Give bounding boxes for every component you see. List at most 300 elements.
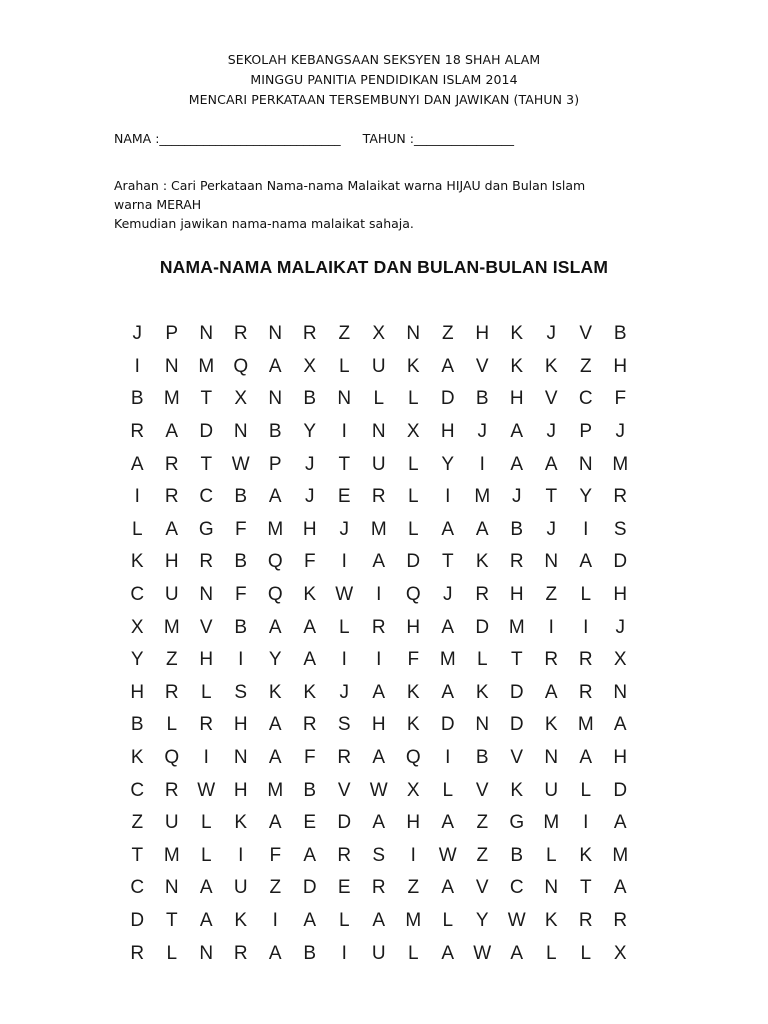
grid-letter[interactable]: N [164,877,179,899]
grid-letter[interactable]: V [475,779,489,801]
grid-letter[interactable]: F [234,518,247,540]
grid-letter[interactable]: M [474,486,491,508]
grid-letter[interactable]: L [166,714,178,736]
grid-letter[interactable]: R [164,453,179,475]
grid-letter[interactable]: P [165,323,179,345]
grid-letter[interactable]: D [475,616,490,638]
grid-letter[interactable]: R [544,649,559,671]
grid-letter[interactable]: Y [579,486,593,508]
grid-letter[interactable]: M [163,616,180,638]
grid-letter[interactable]: A [199,909,213,931]
grid-letter[interactable]: J [615,616,625,638]
grid-letter[interactable]: T [200,388,213,410]
grid-letter[interactable]: R [164,779,179,801]
grid-letter[interactable]: H [509,388,524,410]
grid-letter[interactable]: R [578,649,593,671]
grid-letter[interactable]: L [545,942,557,964]
grid-letter[interactable]: X [613,649,627,671]
grid-letter[interactable]: A [372,812,386,834]
grid-letter[interactable]: A [441,877,455,899]
grid-letter[interactable]: B [234,486,248,508]
grid-letter[interactable]: R [578,681,593,703]
grid-letter[interactable]: N [268,323,283,345]
grid-letter[interactable]: L [200,812,212,834]
grid-letter[interactable]: L [407,388,419,410]
grid-letter[interactable]: D [130,909,145,931]
grid-letter[interactable]: J [443,584,453,606]
grid-letter[interactable]: E [303,812,317,834]
grid-letter[interactable]: K [544,355,558,377]
grid-letter[interactable]: A [268,616,282,638]
grid-letter[interactable]: N [337,388,352,410]
grid-letter[interactable]: B [303,779,317,801]
grid-letter[interactable]: A [544,453,558,475]
grid-letter[interactable]: L [338,909,350,931]
grid-letter[interactable]: R [371,877,386,899]
grid-letter[interactable]: K [303,681,317,703]
grid-letter[interactable]: L [200,844,212,866]
grid-letter[interactable]: H [199,649,214,671]
grid-letter[interactable]: V [579,323,593,345]
grid-letter[interactable]: A [613,714,627,736]
grid-letter[interactable]: C [509,877,524,899]
grid-letter[interactable]: L [580,584,592,606]
grid-letter[interactable]: D [440,388,455,410]
grid-letter[interactable]: S [613,518,627,540]
grid-letter[interactable]: M [577,714,594,736]
grid-letter[interactable]: L [200,681,212,703]
grid-letter[interactable]: T [545,486,558,508]
grid-letter[interactable]: Z [269,877,282,899]
grid-letter[interactable]: B [510,518,524,540]
grid-letter[interactable]: A [268,355,282,377]
grid-letter[interactable]: C [199,486,214,508]
grid-letter[interactable]: H [613,355,628,377]
grid-letter[interactable]: D [440,714,455,736]
grid-letter[interactable]: B [510,844,524,866]
grid-letter[interactable]: R [613,486,628,508]
grid-letter[interactable]: I [341,649,347,671]
grid-letter[interactable]: X [406,421,420,443]
grid-letter[interactable]: J [615,421,625,443]
grid-letter[interactable]: A [372,747,386,769]
grid-letter[interactable]: R [475,584,490,606]
grid-letter[interactable]: B [475,388,489,410]
grid-letter[interactable]: I [583,616,589,638]
grid-letter[interactable]: T [579,877,592,899]
grid-letter[interactable]: I [479,453,485,475]
grid-letter[interactable]: H [406,812,421,834]
grid-letter[interactable]: M [439,649,456,671]
grid-letter[interactable]: U [371,942,386,964]
grid-letter[interactable]: W [438,844,457,866]
grid-letter[interactable]: L [407,486,419,508]
grid-letter[interactable]: L [338,355,350,377]
grid-letter[interactable]: F [614,388,627,410]
grid-letter[interactable]: L [580,942,592,964]
grid-letter[interactable]: V [475,877,489,899]
grid-letter[interactable]: K [303,584,317,606]
grid-letter[interactable]: G [509,812,525,834]
grid-letter[interactable]: N [406,323,421,345]
grid-letter[interactable]: R [371,486,386,508]
grid-letter[interactable]: I [341,551,347,573]
grid-letter[interactable]: B [268,421,282,443]
grid-letter[interactable]: A [165,518,179,540]
grid-letter[interactable]: A [165,421,179,443]
grid-letter[interactable]: T [338,453,351,475]
grid-letter[interactable]: X [613,942,627,964]
grid-letter[interactable]: F [407,649,420,671]
grid-letter[interactable]: I [376,649,382,671]
grid-letter[interactable]: B [130,388,144,410]
grid-letter[interactable]: Z [476,812,489,834]
grid-letter[interactable]: A [372,909,386,931]
grid-letter[interactable]: Z [545,584,558,606]
grid-letter[interactable]: Q [267,551,283,573]
grid-letter[interactable]: C [130,877,145,899]
grid-letter[interactable]: U [544,779,559,801]
grid-letter[interactable]: Z [579,355,592,377]
grid-letter[interactable]: H [406,616,421,638]
grid-letter[interactable]: H [509,584,524,606]
grid-letter[interactable]: I [376,584,382,606]
grid-letter[interactable]: M [612,453,629,475]
name-field[interactable]: NAMA :_____________________________ [114,131,341,146]
grid-letter[interactable]: B [613,323,627,345]
grid-letter[interactable]: T [510,649,523,671]
grid-letter[interactable]: Y [268,649,282,671]
grid-letter[interactable]: A [441,355,455,377]
grid-letter[interactable]: K [579,844,593,866]
grid-letter[interactable]: M [370,518,387,540]
grid-letter[interactable]: W [335,584,354,606]
grid-letter[interactable]: R [509,551,524,573]
grid-letter[interactable]: A [510,453,524,475]
grid-letter[interactable]: U [233,877,248,899]
grid-letter[interactable]: D [509,714,524,736]
grid-letter[interactable]: D [613,551,628,573]
grid-letter[interactable]: R [371,616,386,638]
grid-letter[interactable]: C [578,388,593,410]
grid-letter[interactable]: K [268,681,282,703]
grid-letter[interactable]: D [302,877,317,899]
grid-letter[interactable]: K [406,681,420,703]
grid-letter[interactable]: I [341,421,347,443]
grid-letter[interactable]: Z [476,844,489,866]
grid-letter[interactable]: A [441,518,455,540]
year-field[interactable]: TAHUN :________________ [362,131,514,146]
grid-letter[interactable]: H [233,779,248,801]
grid-letter[interactable]: W [197,779,216,801]
grid-letter[interactable]: X [372,323,386,345]
grid-letter[interactable]: L [442,909,454,931]
grid-letter[interactable]: Q [233,355,249,377]
grid-letter[interactable]: Q [405,747,421,769]
grid-letter[interactable]: F [234,584,247,606]
grid-letter[interactable]: Z [407,877,420,899]
grid-letter[interactable]: R [613,909,628,931]
grid-letter[interactable]: V [475,355,489,377]
grid-letter[interactable]: K [234,812,248,834]
grid-letter[interactable]: X [234,388,248,410]
grid-letter[interactable]: A [268,747,282,769]
grid-letter[interactable]: L [131,518,143,540]
grid-letter[interactable]: T [131,844,144,866]
grid-letter[interactable]: Z [338,323,351,345]
grid-letter[interactable]: Q [267,584,283,606]
grid-letter[interactable]: R [130,942,145,964]
grid-letter[interactable]: I [583,812,589,834]
grid-letter[interactable]: N [544,877,559,899]
grid-letter[interactable]: N [371,421,386,443]
grid-letter[interactable]: C [130,584,145,606]
grid-letter[interactable]: V [337,779,351,801]
grid-letter[interactable]: V [510,747,524,769]
grid-letter[interactable]: H [302,518,317,540]
grid-letter[interactable]: K [510,355,524,377]
grid-letter[interactable]: J [546,421,556,443]
grid-letter[interactable]: H [475,323,490,345]
grid-letter[interactable]: M [267,518,284,540]
grid-letter[interactable]: I [238,844,244,866]
grid-letter[interactable]: T [200,453,213,475]
grid-letter[interactable]: A [441,681,455,703]
grid-letter[interactable]: A [613,812,627,834]
grid-letter[interactable]: A [268,942,282,964]
grid-letter[interactable]: N [199,942,214,964]
grid-letter[interactable]: F [303,551,316,573]
grid-letter[interactable]: D [337,812,352,834]
grid-letter[interactable]: A [475,518,489,540]
grid-letter[interactable]: W [231,453,250,475]
grid-letter[interactable]: K [406,714,420,736]
grid-letter[interactable]: B [234,616,248,638]
grid-letter[interactable]: R [578,909,593,931]
grid-letter[interactable]: B [303,388,317,410]
grid-letter[interactable]: F [303,747,316,769]
grid-letter[interactable]: K [406,355,420,377]
grid-letter[interactable]: E [337,486,351,508]
grid-letter[interactable]: A [268,812,282,834]
grid-letter[interactable]: H [613,584,628,606]
grid-letter[interactable]: Z [441,323,454,345]
grid-letter[interactable]: R [302,323,317,345]
grid-letter[interactable]: K [234,909,248,931]
grid-letter[interactable]: K [510,779,524,801]
grid-letter[interactable]: A [441,812,455,834]
grid-letter[interactable]: R [302,714,317,736]
grid-letter[interactable]: N [233,747,248,769]
grid-letter[interactable]: K [475,681,489,703]
grid-letter[interactable]: A [303,909,317,931]
grid-letter[interactable]: Y [441,453,455,475]
grid-letter[interactable]: K [544,909,558,931]
grid-letter[interactable]: Q [405,584,421,606]
grid-letter[interactable]: A [268,714,282,736]
grid-letter[interactable]: I [203,747,209,769]
grid-letter[interactable]: Y [303,421,317,443]
grid-letter[interactable]: P [268,453,282,475]
grid-letter[interactable]: N [268,388,283,410]
grid-letter[interactable]: A [303,649,317,671]
grid-letter[interactable]: N [475,714,490,736]
grid-letter[interactable]: A [579,551,593,573]
grid-letter[interactable]: S [372,844,386,866]
grid-letter[interactable]: J [512,486,522,508]
grid-letter[interactable]: Y [475,909,489,931]
grid-letter[interactable]: J [546,323,556,345]
grid-letter[interactable]: H [233,714,248,736]
grid-letter[interactable]: M [543,812,560,834]
grid-letter[interactable]: X [303,355,317,377]
grid-letter[interactable]: Z [165,649,178,671]
grid-letter[interactable]: R [199,551,214,573]
grid-letter[interactable]: N [233,421,248,443]
grid-letter[interactable]: I [134,486,140,508]
grid-letter[interactable]: H [371,714,386,736]
grid-letter[interactable]: A [268,486,282,508]
grid-letter[interactable]: U [164,812,179,834]
grid-letter[interactable]: I [445,747,451,769]
grid-letter[interactable]: N [544,747,559,769]
grid-letter[interactable]: L [442,779,454,801]
grid-letter[interactable]: J [339,518,349,540]
grid-letter[interactable]: K [475,551,489,573]
grid-letter[interactable]: M [163,844,180,866]
grid-letter[interactable]: L [407,518,419,540]
grid-letter[interactable]: Z [131,812,144,834]
grid-letter[interactable]: A [441,616,455,638]
grid-letter[interactable]: A [510,421,524,443]
grid-letter[interactable]: N [164,355,179,377]
grid-letter[interactable]: H [164,551,179,573]
grid-letter[interactable]: A [372,551,386,573]
grid-letter[interactable]: J [477,421,487,443]
grid-letter[interactable]: R [199,714,214,736]
grid-letter[interactable]: G [198,518,214,540]
grid-letter[interactable]: N [199,323,214,345]
grid-letter[interactable]: R [233,942,248,964]
grid-letter[interactable]: X [130,616,144,638]
grid-letter[interactable]: K [510,323,524,345]
grid-letter[interactable]: L [407,453,419,475]
grid-letter[interactable]: I [272,909,278,931]
grid-letter[interactable]: Q [164,747,180,769]
grid-letter[interactable]: A [130,453,144,475]
grid-letter[interactable]: J [305,453,315,475]
grid-letter[interactable]: D [406,551,421,573]
grid-letter[interactable]: A [579,747,593,769]
grid-letter[interactable]: W [369,779,388,801]
grid-letter[interactable]: T [441,551,454,573]
grid-letter[interactable]: R [130,421,145,443]
grid-letter[interactable]: M [405,909,422,931]
grid-letter[interactable]: R [164,486,179,508]
grid-letter[interactable]: L [166,942,178,964]
grid-letter[interactable]: L [373,388,385,410]
grid-letter[interactable]: U [371,355,386,377]
grid-letter[interactable]: N [544,551,559,573]
grid-letter[interactable]: B [303,942,317,964]
grid-letter[interactable]: H [440,421,455,443]
grid-letter[interactable]: M [267,779,284,801]
grid-letter[interactable]: H [613,747,628,769]
grid-letter[interactable]: J [546,518,556,540]
grid-letter[interactable]: R [233,323,248,345]
grid-letter[interactable]: I [410,844,416,866]
grid-letter[interactable]: A [199,877,213,899]
grid-letter[interactable]: H [130,681,145,703]
grid-letter[interactable]: A [303,844,317,866]
grid-letter[interactable]: I [238,649,244,671]
grid-letter[interactable]: W [507,909,526,931]
grid-letter[interactable]: R [337,844,352,866]
grid-letter[interactable]: B [475,747,489,769]
grid-letter[interactable]: Y [130,649,144,671]
grid-letter[interactable]: L [407,942,419,964]
grid-letter[interactable]: E [337,877,351,899]
grid-letter[interactable]: L [580,779,592,801]
grid-letter[interactable]: A [544,681,558,703]
grid-letter[interactable]: R [337,747,352,769]
grid-letter[interactable]: J [339,681,349,703]
grid-letter[interactable]: A [303,616,317,638]
grid-letter[interactable]: T [165,909,178,931]
grid-letter[interactable]: C [130,779,145,801]
grid-letter[interactable]: L [545,844,557,866]
grid-letter[interactable]: I [134,355,140,377]
grid-letter[interactable]: K [130,747,144,769]
grid-letter[interactable]: D [199,421,214,443]
grid-letter[interactable]: K [544,714,558,736]
grid-letter[interactable]: R [164,681,179,703]
grid-letter[interactable]: V [199,616,213,638]
grid-letter[interactable]: W [473,942,492,964]
grid-letter[interactable]: A [372,681,386,703]
grid-letter[interactable]: J [132,323,142,345]
grid-letter[interactable]: M [163,388,180,410]
grid-letter[interactable]: B [130,714,144,736]
grid-letter[interactable]: M [198,355,215,377]
grid-letter[interactable]: D [613,779,628,801]
grid-letter[interactable]: V [544,388,558,410]
grid-letter[interactable]: I [445,486,451,508]
grid-letter[interactable]: U [164,584,179,606]
grid-letter[interactable]: M [612,844,629,866]
grid-letter[interactable]: A [441,942,455,964]
grid-letter[interactable]: N [578,453,593,475]
grid-letter[interactable]: L [338,616,350,638]
grid-letter[interactable]: I [548,616,554,638]
grid-letter[interactable]: N [199,584,214,606]
grid-letter[interactable]: J [305,486,315,508]
grid-letter[interactable]: A [510,942,524,964]
grid-letter[interactable]: A [613,877,627,899]
grid-letter[interactable]: I [583,518,589,540]
grid-letter[interactable]: I [341,942,347,964]
grid-letter[interactable]: F [269,844,282,866]
grid-letter[interactable]: U [371,453,386,475]
grid-letter[interactable]: X [406,779,420,801]
grid-letter[interactable]: S [234,681,248,703]
grid-letter[interactable]: M [508,616,525,638]
grid-letter[interactable]: N [613,681,628,703]
grid-letter[interactable]: D [509,681,524,703]
grid-letter[interactable]: P [579,421,593,443]
grid-letter[interactable]: K [130,551,144,573]
grid-letter[interactable]: L [476,649,488,671]
